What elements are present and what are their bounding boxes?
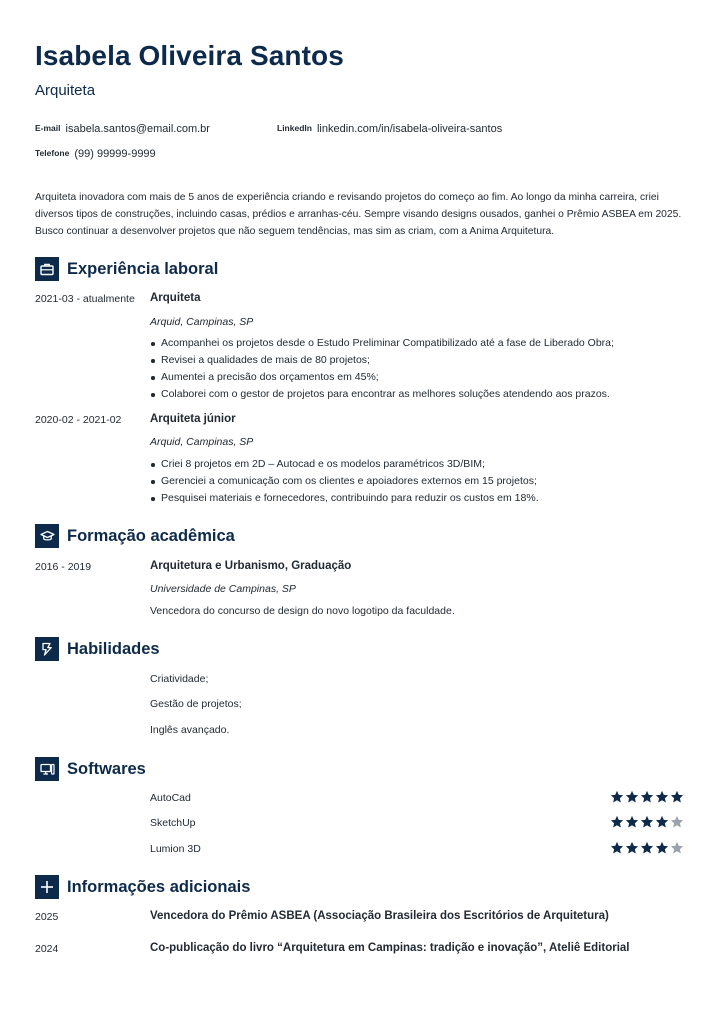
computer-icon	[35, 757, 59, 781]
star-filled-icon	[655, 841, 669, 855]
star-filled-icon	[655, 815, 669, 829]
experience-section-header	[35, 257, 218, 281]
experience-title: Experiência laboral	[67, 259, 219, 278]
additional-item: Co-publicação do livro “Arquitetura em Campinas: tradição e inovação”, Ateliê Editorial	[150, 942, 630, 954]
software-name: Lumion 3D	[150, 843, 201, 855]
software-name: SketchUp	[150, 817, 196, 829]
candidate-name: Isabela Oliveira Santos	[35, 40, 344, 71]
graduation-cap-icon	[35, 524, 59, 548]
phone-value: (99) 99999-9999	[74, 148, 156, 160]
phone-label: Telefone	[35, 148, 70, 158]
skills-section-header	[35, 637, 160, 661]
job-1-bullets	[150, 335, 614, 403]
list-item: Criei 8 projetos em 2D – Autocad e os modelos paramétricos 3D/BIM;	[150, 456, 539, 473]
additional-year: 2024	[35, 943, 59, 955]
list-item: Aumentei a precisão dos orçamentos em 45%;	[150, 369, 614, 386]
star-filled-icon	[640, 815, 654, 829]
job-1-place: Arquid, Campinas, SP	[150, 316, 254, 328]
job-2-place: Arquid, Campinas, SP	[150, 436, 254, 448]
list-item: Gerenciei a comunicação com os clientes e apoiadores externos em 15 projetos;	[150, 473, 539, 490]
star-filled-icon	[625, 790, 639, 804]
email-label: E-mail	[35, 123, 61, 133]
software-rating	[610, 790, 684, 804]
education-date: 2016 - 2019	[35, 561, 92, 573]
lightning-icon	[35, 637, 59, 661]
star-filled-icon	[670, 790, 684, 804]
star-filled-icon	[610, 841, 624, 855]
education-section-header	[35, 524, 235, 548]
star-filled-icon	[610, 790, 624, 804]
education-degree: Arquitetura e Urbanismo, Graduação	[150, 560, 352, 572]
education-school: Universidade de Campinas, SP	[150, 583, 296, 595]
job-2-title: Arquiteta júnior	[150, 413, 236, 425]
additional-item: Vencedora do Prêmio ASBEA (Associação Brasileira dos Escritórios de Arquitetura)	[150, 910, 609, 922]
job-2-bullets	[150, 456, 539, 507]
briefcase-icon	[35, 257, 59, 281]
contact-linkedin	[277, 123, 502, 135]
software-title: Softwares	[67, 759, 146, 778]
contact-phone	[35, 148, 156, 160]
additional-year: 2025	[35, 911, 59, 923]
education-note: Vencedora do concurso de design do novo logotipo da faculdade.	[150, 605, 455, 617]
skill-item: Inglês avançado.	[150, 724, 230, 736]
star-empty-icon	[670, 841, 684, 855]
star-empty-icon	[670, 815, 684, 829]
job-2-date: 2020-02 - 2021-02	[35, 414, 122, 426]
additional-title: Informações adicionais	[67, 877, 251, 896]
software-rating	[610, 841, 684, 855]
list-item: Revisei a qualidades de mais de 80 projetos;	[150, 352, 614, 369]
candidate-role: Arquiteta	[35, 82, 96, 99]
list-item: Pesquisei materiais e fornecedores, contribuindo para reduzir os custos em 18%.	[150, 490, 539, 507]
star-filled-icon	[610, 815, 624, 829]
star-filled-icon	[640, 841, 654, 855]
profile-summary: Arquiteta inovadora com mais de 5 anos de experiência criando e revisando projetos do começo ao fim. Ao longo da minha carreira, criei diversos tipos de construções, incluindo casas, prédios e arranhas-céu. Sempre visando designs ousados, ganhei o Prêmio ASBEA em 2025. Busco continuar a desenvolver projetos que não seguem tendências, mas sim as criam, com a Anima Arquitetura.	[35, 192, 682, 237]
star-filled-icon	[625, 841, 639, 855]
linkedin-value[interactable]: linkedin.com/in/isabela-oliveira-santos	[316, 123, 503, 135]
star-filled-icon	[640, 790, 654, 804]
skill-item: Criatividade;	[150, 673, 209, 685]
education-title: Formação acadêmica	[67, 526, 235, 545]
skill-item: Gestão de projetos;	[150, 698, 242, 710]
software-name: AutoCad	[150, 792, 191, 804]
additional-section-header	[35, 875, 250, 899]
skills-title: Habilidades	[67, 639, 160, 658]
list-item: Acompanhei os projetos desde o Estudo Preliminar Compatibilizado até a fase de Liberado Obra;	[150, 335, 614, 352]
email-value[interactable]: isabela.santos@email.com.br	[65, 123, 210, 135]
star-filled-icon	[655, 790, 669, 804]
software-section-header	[35, 757, 146, 781]
linkedin-label: LinkedIn	[277, 123, 312, 133]
job-1-date: 2021-03 - atualmente	[35, 293, 135, 305]
plus-icon	[35, 875, 59, 899]
star-filled-icon	[625, 815, 639, 829]
software-rating	[610, 815, 684, 829]
list-item: Colaborei com o gestor de projetos para encontrar as melhores soluções atendendo aos prazos.	[150, 386, 614, 403]
job-1-title: Arquiteta	[150, 292, 201, 304]
contact-email	[35, 123, 210, 135]
